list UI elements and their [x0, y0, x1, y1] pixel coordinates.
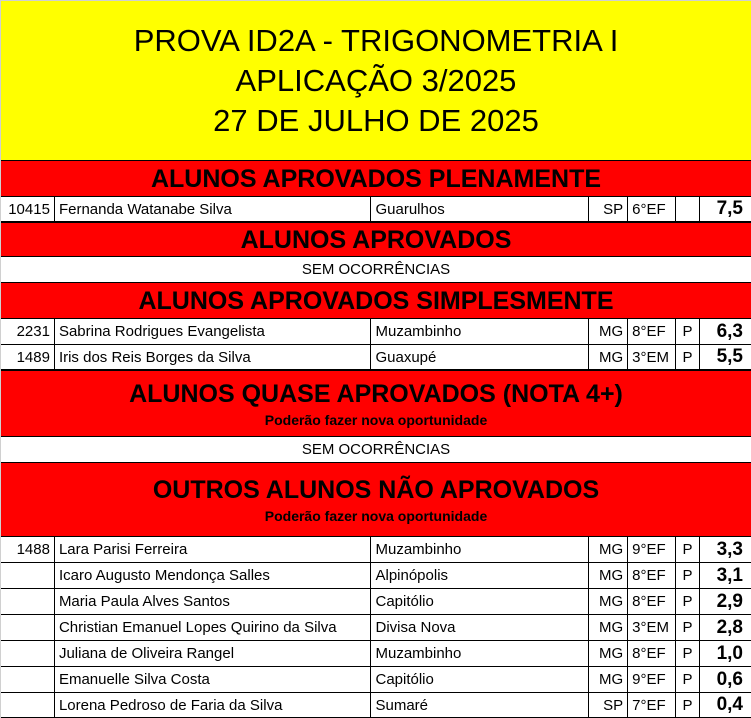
student-flag: P — [676, 693, 700, 717]
exam-title: PROVA ID2A - TRIGONOMETRIA I — [133, 22, 619, 58]
student-id: 1489 — [1, 345, 55, 369]
table-row — [1, 692, 751, 718]
student-id: 10415 — [1, 197, 55, 221]
table-row — [1, 588, 751, 614]
student-grade: 3°EM — [628, 615, 676, 640]
exam-date: 27 DE JULHO DE 2025 — [213, 102, 539, 138]
student-name: Maria Paula Alves Santos — [55, 589, 372, 614]
table-row — [1, 536, 751, 562]
student-flag: P — [676, 537, 700, 562]
student-name: Iris dos Reis Borges da Silva — [55, 345, 372, 369]
section-header-almost-approved — [1, 370, 751, 436]
student-score: 2,8 — [716, 616, 743, 638]
student-state: MG — [589, 345, 628, 369]
student-name: Christian Emanuel Lopes Quirino da Silva — [55, 615, 372, 640]
student-flag: P — [676, 615, 700, 640]
student-score: 5,5 — [716, 346, 743, 367]
student-city: Guarulhos — [371, 197, 589, 221]
student-score: 0,4 — [716, 694, 743, 715]
exam-header — [1, 0, 751, 160]
student-state: SP — [589, 693, 628, 717]
section-header-approved-fully — [1, 160, 751, 196]
student-id: 2231 — [1, 319, 55, 344]
table-row — [1, 666, 751, 692]
section-rows-not-approved — [1, 536, 751, 718]
no-occurrences: SEM OCORRÊNCIAS — [1, 436, 751, 462]
student-flag: P — [676, 667, 700, 692]
student-state: MG — [589, 667, 628, 692]
student-name: Sabrina Rodrigues Evangelista — [55, 319, 372, 344]
student-name: Lorena Pedroso de Faria da Silva — [55, 693, 372, 717]
student-flag: P — [676, 589, 700, 614]
student-city: Sumaré — [371, 693, 589, 717]
student-state: MG — [589, 589, 628, 614]
student-city: Muzambinho — [371, 641, 589, 666]
student-flag: P — [676, 563, 700, 588]
table-row — [1, 614, 751, 640]
student-score: 0,6 — [716, 668, 743, 690]
student-name: Icaro Augusto Mendonça Salles — [55, 563, 372, 588]
section-rows-approved-simply — [1, 318, 751, 370]
student-city: Muzambinho — [371, 319, 589, 344]
section-rows-approved-fully — [1, 196, 751, 222]
exam-application: APLICAÇÃO 3/2025 — [235, 62, 517, 98]
student-grade: 8°EF — [628, 563, 676, 588]
student-name: Emanuelle Silva Costa — [55, 667, 372, 692]
student-city: Capitólio — [371, 667, 589, 692]
student-state: MG — [589, 319, 628, 344]
student-name: Lara Parisi Ferreira — [55, 537, 372, 562]
student-flag: P — [676, 319, 700, 344]
table-row — [1, 318, 751, 344]
student-score: 7,5 — [716, 198, 743, 219]
student-grade: 9°EF — [628, 537, 676, 562]
section-subtitle: Poderão fazer nova oportunidade — [264, 411, 488, 428]
student-score: 3,1 — [716, 564, 743, 586]
student-city: Alpinópolis — [371, 563, 589, 588]
section-subtitle: Poderão fazer nova oportunidade — [264, 507, 488, 524]
student-state: MG — [589, 563, 628, 588]
table-row — [1, 640, 751, 666]
section-title: ALUNOS APROVADOS PLENAMENTE — [150, 164, 602, 193]
student-state: MG — [589, 537, 628, 562]
student-score: 3,3 — [716, 538, 743, 560]
student-state: MG — [589, 641, 628, 666]
section-header-approved — [1, 222, 751, 256]
student-city: Muzambinho — [371, 537, 589, 562]
student-id — [1, 615, 55, 640]
section-title: ALUNOS APROVADOS — [240, 225, 512, 254]
student-id — [1, 589, 55, 614]
student-flag: P — [676, 641, 700, 666]
student-flag — [676, 197, 700, 221]
section-title: OUTROS ALUNOS NÃO APROVADOS — [152, 475, 600, 504]
table-row — [1, 562, 751, 588]
student-city: Divisa Nova — [371, 615, 589, 640]
student-grade: 6°EF — [628, 197, 676, 221]
section-header-not-approved — [1, 462, 751, 536]
section-title: ALUNOS APROVADOS SIMPLESMENTE — [138, 286, 614, 315]
student-grade: 3°EM — [628, 345, 676, 369]
student-score: 1,0 — [716, 642, 743, 664]
no-occurrences: SEM OCORRÊNCIAS — [1, 256, 751, 282]
student-city: Guaxupé — [371, 345, 589, 369]
student-grade: 8°EF — [628, 589, 676, 614]
student-score: 2,9 — [716, 590, 743, 612]
student-score: 6,3 — [716, 320, 743, 342]
student-name: Juliana de Oliveira Rangel — [55, 641, 372, 666]
student-name: Fernanda Watanabe Silva — [55, 197, 372, 221]
table-row — [1, 344, 751, 370]
student-id — [1, 693, 55, 717]
student-grade: 8°EF — [628, 641, 676, 666]
section-header-approved-simply — [1, 282, 751, 318]
student-grade: 7°EF — [628, 693, 676, 717]
student-grade: 9°EF — [628, 667, 676, 692]
student-state: MG — [589, 615, 628, 640]
section-title: ALUNOS QUASE APROVADOS (NOTA 4+) — [129, 379, 623, 408]
student-city: Capitólio — [371, 589, 589, 614]
table-row — [1, 196, 751, 222]
student-grade: 8°EF — [628, 319, 676, 344]
student-id — [1, 667, 55, 692]
student-id — [1, 563, 55, 588]
student-id: 1488 — [1, 537, 55, 562]
student-flag: P — [676, 345, 700, 369]
student-id — [1, 641, 55, 666]
student-state: SP — [589, 197, 628, 221]
